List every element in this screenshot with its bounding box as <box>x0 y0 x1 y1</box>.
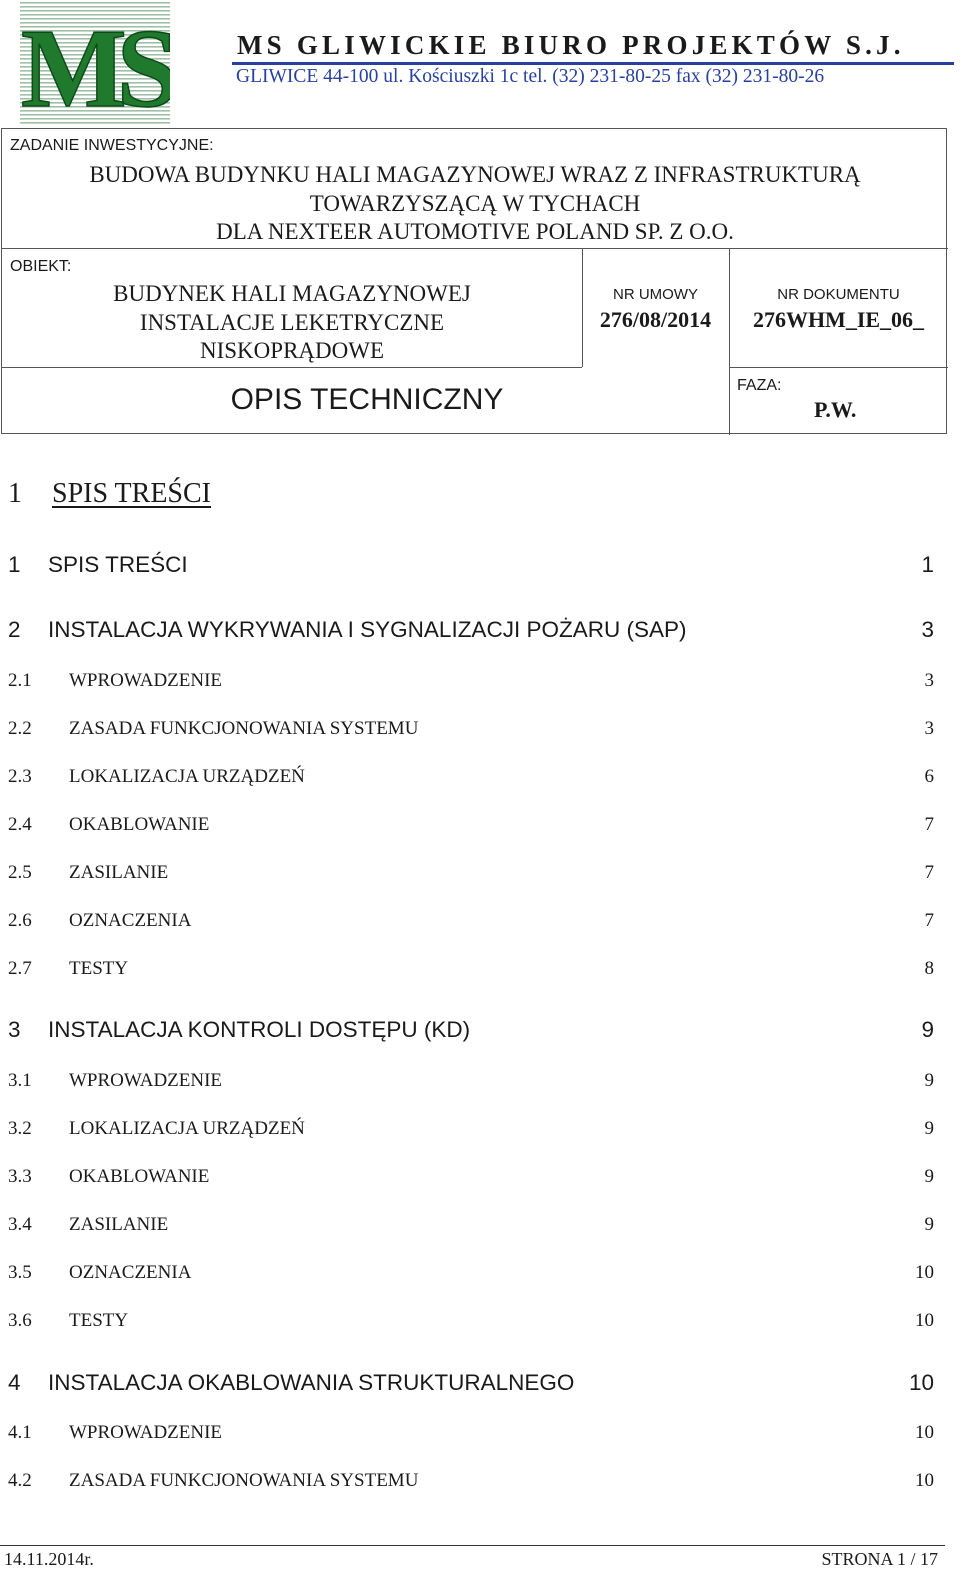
investment-title-line: DLA NEXTEER AUTOMOTIVE POLAND SP. Z O.O. <box>216 219 734 244</box>
toc-entry-number: 3.6 <box>8 1310 32 1331</box>
toc-entry-title: ZASILANIE <box>69 1214 169 1235</box>
contract-number: 276/08/2014 <box>599 307 712 332</box>
footer-date: 14.11.2014r. <box>4 1549 94 1569</box>
toc-entry-title: INSTALACJA OKABLOWANIA STRUKTURALNEGO <box>48 1370 575 1395</box>
header-rule <box>232 62 954 65</box>
toc-entry-number: 2.2 <box>8 718 32 739</box>
company-address: GLIWICE 44-100 ul. Kościuszki 1c tel. (32) 231-80-25 fax (32) 231-80-26 <box>236 66 825 87</box>
toc-entry-page: 10 <box>915 1422 934 1443</box>
toc-entry-number: 3.1 <box>8 1070 32 1091</box>
object-label: OBIEKT: <box>10 258 72 275</box>
title-block <box>1 128 947 434</box>
toc-entry-title: ZASADA FUNKCJONOWANIA SYSTEMU <box>69 718 419 739</box>
toc-entry-title: SPIS TREŚCI <box>48 552 188 577</box>
toc-entry-page: 10 <box>915 1310 934 1331</box>
toc-entry-page: 9 <box>924 1118 934 1139</box>
toc-heading-number: 1 <box>8 478 22 509</box>
toc-entry-page: 3 <box>924 718 934 739</box>
toc-entry-title: LOKALIZACJA URZĄDZEŃ <box>69 1118 305 1139</box>
toc-entry-number: 2.3 <box>8 766 32 787</box>
company-logo <box>20 2 170 126</box>
toc-entry-title: WPROWADZENIE <box>69 670 223 691</box>
toc-entry-title: WPROWADZENIE <box>69 1422 223 1443</box>
toc-entry-page: 9 <box>924 1214 934 1235</box>
footer-rule <box>0 1545 945 1546</box>
document-number: 276WHM_IE_06_ <box>752 307 925 332</box>
toc-entry-title: OZNACZENIA <box>69 910 192 931</box>
contract-label: NR UMOWY <box>613 286 698 303</box>
toc-entry-page: 9 <box>924 1166 934 1187</box>
object-title-line: BUDYNEK HALI MAGAZYNOWEJ <box>113 281 471 306</box>
toc-entry-title: TESTY <box>69 1310 129 1331</box>
toc-entry-title: INSTALACJA WYKRYWANIA I SYGNALIZACJI POŻARU (SAP) <box>48 617 687 642</box>
toc-heading-text: SPIS TREŚCI <box>52 478 211 509</box>
toc-entry-number: 4 <box>8 1370 21 1395</box>
toc-entry-number: 2.4 <box>8 814 32 835</box>
toc-entry-number: 1 <box>8 552 21 577</box>
toc-heading <box>8 478 211 510</box>
toc-entry-number: 3.4 <box>8 1214 32 1235</box>
toc-entry-title: LOKALIZACJA URZĄDZEŃ <box>69 766 305 787</box>
toc-entry-title: ZASADA FUNKCJONOWANIA SYSTEMU <box>69 1470 419 1491</box>
toc-entry-page: 9 <box>921 1017 934 1042</box>
toc-entry-page: 10 <box>908 1370 934 1395</box>
toc-entry-page: 7 <box>924 910 934 931</box>
letterhead <box>0 0 960 128</box>
toc-entry-number: 3.2 <box>8 1118 32 1139</box>
object-title <box>2 280 582 366</box>
toc-entry-number: 3.5 <box>8 1262 32 1283</box>
logo-lettering: MS <box>21 7 169 126</box>
toc-entry-page: 3 <box>924 670 934 691</box>
phase-value: P.W. <box>814 397 857 422</box>
toc-entry-number: 2.5 <box>8 862 32 883</box>
investment-label: ZADANIE INWESTYCYJNE: <box>10 137 214 154</box>
divider <box>729 367 948 368</box>
toc-entry-page: 10 <box>915 1470 934 1491</box>
toc-entry-number: 4.1 <box>8 1422 32 1443</box>
toc-entry-title: TESTY <box>69 958 129 979</box>
investment-title <box>2 161 948 247</box>
toc-entry-page: 7 <box>924 862 934 883</box>
toc-entry-title: WPROWADZENIE <box>69 1070 223 1091</box>
object-title-line: NISKOPRĄDOWE <box>200 338 384 363</box>
toc-entry-number: 3.3 <box>8 1166 32 1187</box>
divider <box>2 248 948 249</box>
toc-entry-title: OKABLOWANIE <box>69 814 210 835</box>
toc-entry-title: OZNACZENIA <box>69 1262 192 1283</box>
document-label: NR DOKUMENTU <box>777 286 900 303</box>
divider <box>2 367 582 368</box>
toc-entry-number: 2.6 <box>8 910 32 931</box>
toc-entry-title: ZASILANIE <box>69 862 169 883</box>
toc-entry-page: 8 <box>924 958 934 979</box>
toc-entry-number: 2.1 <box>8 670 32 691</box>
toc-entry-page: 1 <box>921 552 934 577</box>
toc-entry-page: 10 <box>915 1262 934 1283</box>
investment-title-line: BUDOWA BUDYNKU HALI MAGAZYNOWEJ WRAZ Z INFRASTRUKTURĄ <box>89 162 861 187</box>
object-title-line: INSTALACJE LEKETRYCZNE <box>139 309 445 335</box>
toc-entry-page: 3 <box>921 617 934 642</box>
document-type: OPIS TECHNICZNY <box>230 383 504 416</box>
phase-label: FAZA: <box>737 377 782 394</box>
toc-entry-number: 2.7 <box>8 958 32 979</box>
toc-entry-number: 4.2 <box>8 1470 32 1491</box>
toc-entry-page: 6 <box>924 766 934 787</box>
toc-entry-page: 9 <box>924 1070 934 1091</box>
footer-page-number: STRONA 1 / 17 <box>821 1549 938 1569</box>
company-name: MS GLIWICKIE BIURO PROJEKTÓW S.J. <box>237 30 905 60</box>
toc-entry-title: OKABLOWANIE <box>69 1166 210 1187</box>
toc-entry-number: 2 <box>8 617 21 642</box>
investment-title-line: TOWARZYSZĄCĄ W TYCHACH <box>309 190 641 216</box>
toc-entry-page: 7 <box>924 814 934 835</box>
toc-entry-number: 3 <box>8 1017 21 1042</box>
toc-entry-title: INSTALACJA KONTROLI DOSTĘPU (KD) <box>48 1017 471 1042</box>
